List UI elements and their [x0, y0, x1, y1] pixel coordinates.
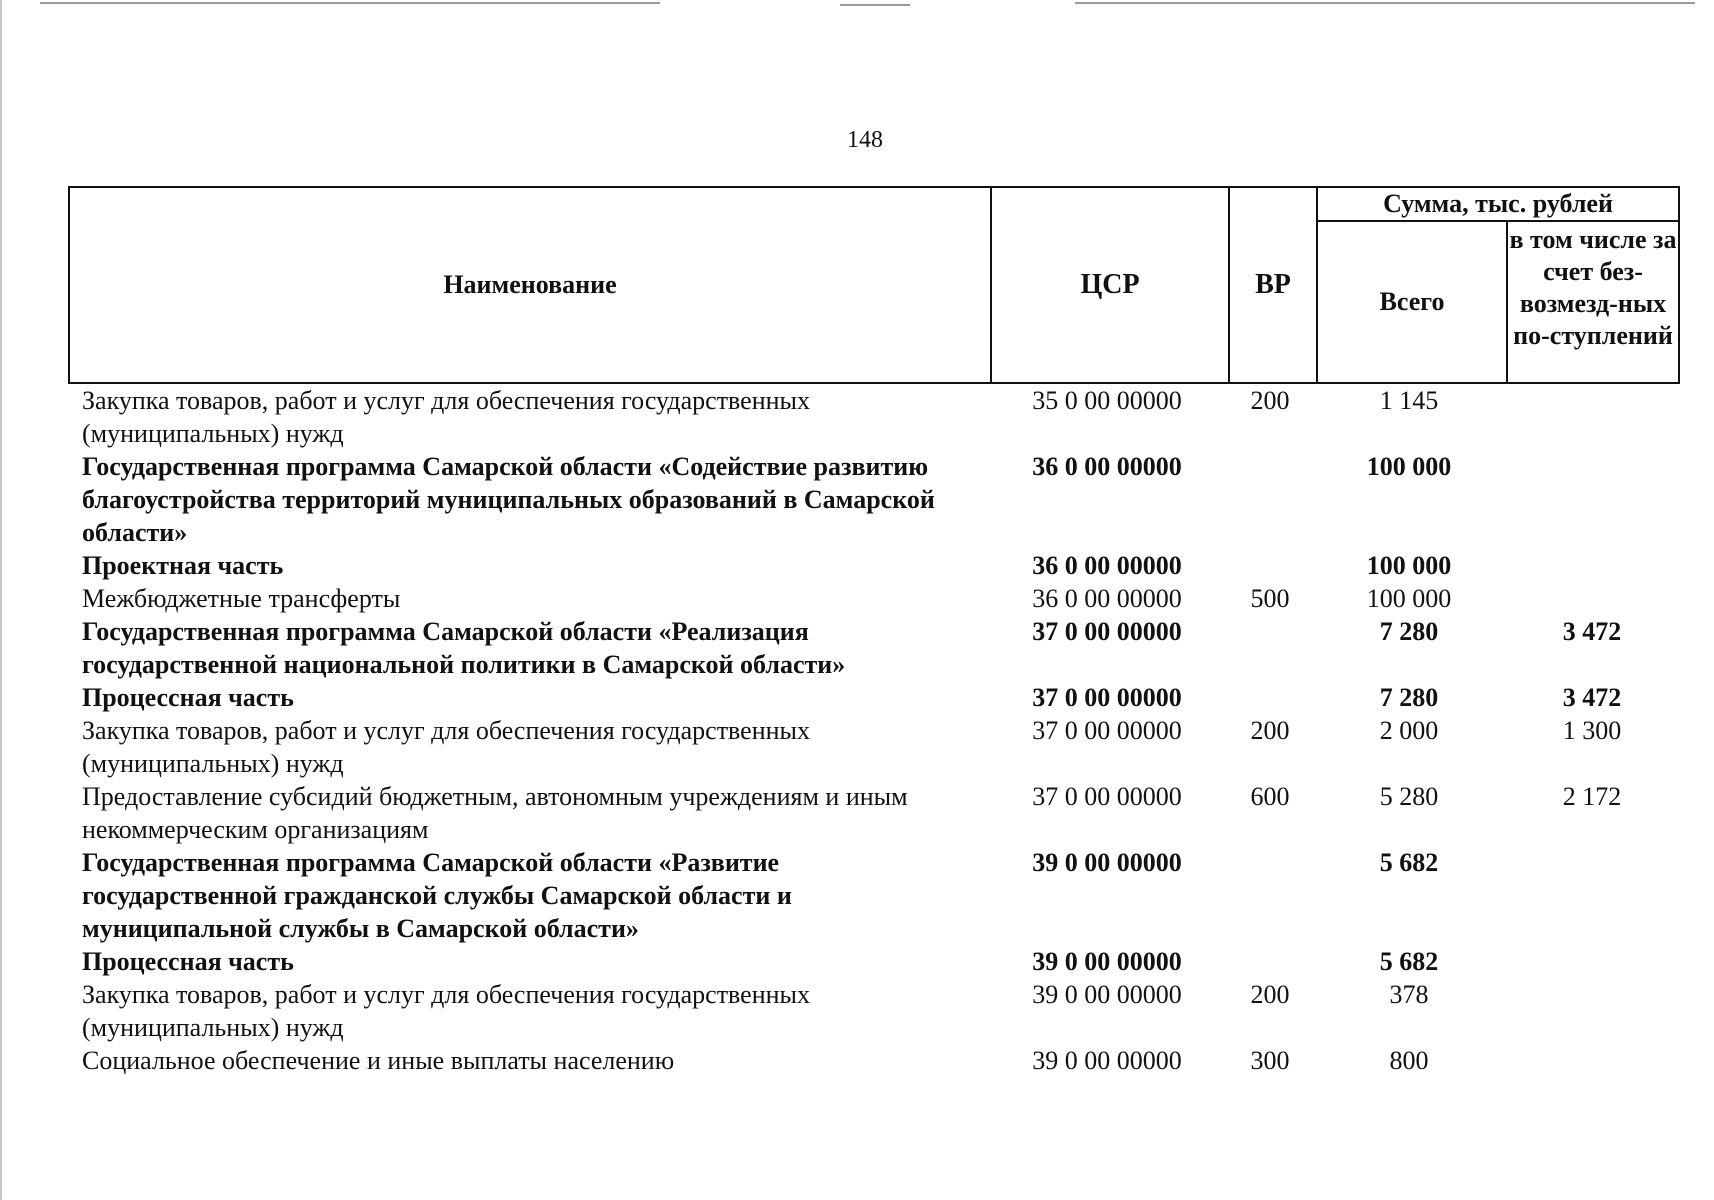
- table-row: [68, 582, 1680, 615]
- row-vr: 500: [1250, 584, 1290, 613]
- table-row: [68, 714, 1680, 780]
- row-gratis: 3 472: [1562, 683, 1622, 712]
- row-vr: [1226, 549, 1314, 582]
- table-row: [68, 945, 1680, 978]
- table-row: [68, 1044, 1680, 1077]
- header-vr: ВР: [1255, 269, 1291, 300]
- row-name: Государственная программа Самарской области «Развитие государственной гражданской службы Самарской области и муниципальной службы в Самарской области»: [82, 848, 792, 943]
- row-gratis: [1504, 945, 1680, 978]
- row-csr: 35 0 00 00000: [1032, 386, 1182, 415]
- row-total: 5 280: [1379, 782, 1439, 811]
- row-name: Закупка товаров, работ и услуг для обеспечения государственных (муниципальных) нужд: [82, 716, 811, 778]
- scan-artifact-line: [40, 2, 660, 4]
- row-vr: 300: [1250, 1046, 1290, 1075]
- row-total: 100 000: [1366, 452, 1452, 481]
- row-total: 7 280: [1379, 617, 1439, 646]
- row-csr: 37 0 00 00000: [1032, 782, 1182, 811]
- row-gratis: [1504, 1044, 1680, 1077]
- row-gratis: [1504, 384, 1680, 450]
- row-gratis: [1504, 450, 1680, 549]
- row-vr: 600: [1250, 782, 1290, 811]
- table-row: [68, 846, 1680, 945]
- row-gratis: 1 300: [1562, 716, 1622, 745]
- row-csr: 37 0 00 00000: [1032, 683, 1182, 712]
- row-total: 5 682: [1379, 947, 1439, 976]
- header-name: Наименование: [443, 270, 617, 299]
- row-vr: [1226, 450, 1314, 549]
- row-gratis: 3 472: [1562, 617, 1622, 646]
- row-csr: 36 0 00 00000: [1032, 551, 1182, 580]
- header-csr: ЦСР: [1080, 269, 1140, 300]
- row-gratis: [1504, 978, 1680, 1044]
- row-vr: [1226, 615, 1314, 681]
- row-vr: 200: [1250, 386, 1290, 415]
- row-csr: 39 0 00 00000: [1032, 947, 1182, 976]
- row-name: Предоставление субсидий бюджетным, автономным учреждениям и иным некоммерческим организациям: [82, 782, 908, 844]
- table-header: [68, 186, 1680, 384]
- row-gratis: [1504, 846, 1680, 945]
- header-sum: Сумма, тыс. рублей: [1383, 189, 1613, 218]
- row-vr: 200: [1250, 980, 1290, 1009]
- row-name: Межбюджетные трансферты: [82, 584, 401, 613]
- row-csr: 39 0 00 00000: [1032, 980, 1182, 1009]
- table-row: [68, 450, 1680, 549]
- row-name: Социальное обеспечение и иные выплаты населению: [82, 1046, 675, 1075]
- row-vr: [1226, 945, 1314, 978]
- row-csr: 37 0 00 00000: [1032, 617, 1182, 646]
- row-name: Процессная часть: [82, 683, 294, 712]
- row-name: Государственная программа Самарской области «Содействие развитию благоустройства территорий муниципальных образований в Самарской области»: [82, 452, 935, 547]
- row-total: 800: [1389, 1046, 1429, 1075]
- row-vr: 200: [1250, 716, 1290, 745]
- row-csr: 39 0 00 00000: [1032, 848, 1182, 877]
- row-name: Закупка товаров, работ и услуг для обеспечения государственных (муниципальных) нужд: [82, 980, 811, 1042]
- row-gratis: [1504, 582, 1680, 615]
- row-gratis: 2 172: [1562, 782, 1622, 811]
- table-row: [68, 780, 1680, 846]
- row-name: Процессная часть: [82, 947, 294, 976]
- table-row: [68, 681, 1680, 714]
- table-row: [68, 978, 1680, 1044]
- row-vr: [1226, 681, 1314, 714]
- row-name: Проектная часть: [82, 551, 284, 580]
- row-total: 7 280: [1379, 683, 1439, 712]
- row-csr: 36 0 00 00000: [1032, 452, 1182, 481]
- row-name: Закупка товаров, работ и услуг для обеспечения государственных (муниципальных) нужд: [82, 386, 811, 448]
- table-body: [68, 384, 1680, 1077]
- scan-edge: [0, 0, 2, 1200]
- header-total: Всего: [1379, 287, 1445, 316]
- row-total: 2 000: [1379, 716, 1439, 745]
- header-gratis: в том числе за счет без-возмезд-ных по-ступлений: [1509, 225, 1677, 350]
- row-csr: 36 0 00 00000: [1032, 584, 1182, 613]
- table-row: [68, 384, 1680, 450]
- row-vr: [1226, 846, 1314, 945]
- table-row: [68, 549, 1680, 582]
- row-name: Государственная программа Самарской области «Реализация государственной национальной политики в Самарской области»: [82, 617, 846, 679]
- scan-artifact-line: [840, 4, 910, 6]
- table-row: [68, 615, 1680, 681]
- row-total: 1 145: [1379, 386, 1439, 415]
- row-csr: 39 0 00 00000: [1032, 1046, 1182, 1075]
- row-csr: 37 0 00 00000: [1032, 716, 1182, 745]
- row-total: 100 000: [1366, 551, 1452, 580]
- row-total: 378: [1389, 980, 1429, 1009]
- row-total: 100 000: [1366, 584, 1452, 613]
- page-number: 148: [847, 127, 883, 153]
- scan-artifact-line: [1075, 2, 1695, 4]
- row-total: 5 682: [1379, 848, 1439, 877]
- row-gratis: [1504, 549, 1680, 582]
